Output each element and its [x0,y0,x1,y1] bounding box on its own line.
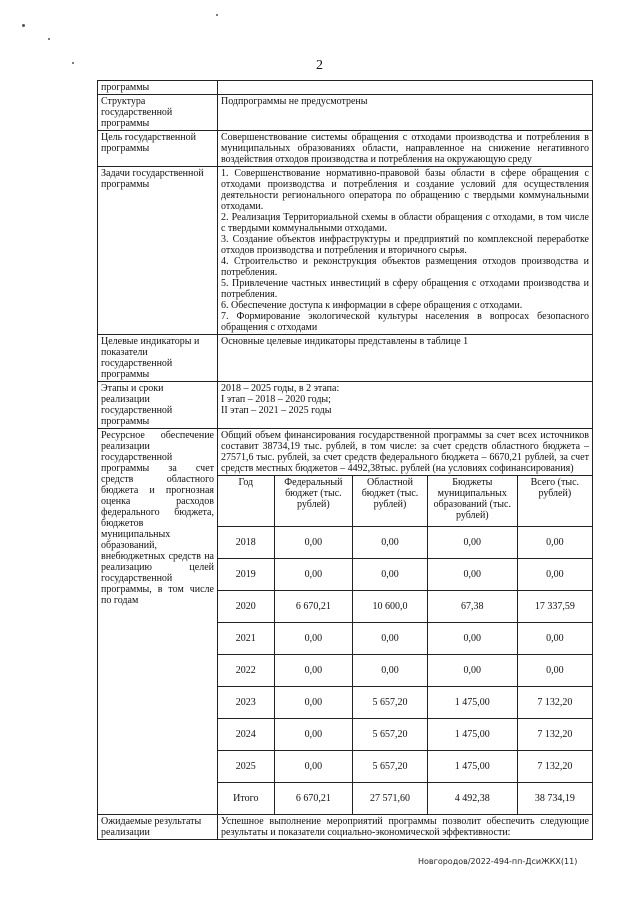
finance-cell: 27 571,60 [353,783,428,815]
finance-cell: 5 657,20 [353,719,428,751]
task-item: 2. Реализация Территориальной схемы в области обращения с отходами, в том числе с твердыми коммунальными отходами. [221,212,589,234]
structure-label: Структура государственной программы [98,95,218,131]
table-row [98,335,593,382]
finance-cell: 38 734,19 [517,783,592,815]
finance-row [218,559,592,591]
finance-cell: 0,00 [353,559,428,591]
structure-value: Подпрограммы не предусмотрены [218,95,593,131]
resources-value [218,429,593,815]
indicators-value: Основные целевые индикаторы представлены в таблице 1 [218,335,593,382]
task-item: 3. Создание объектов инфраструктуры и предприятий по комплексной переработке отходов производства и потребления и вторичного сырья. [221,234,589,256]
stages-label: Этапы и сроки реализации государственной программы [98,382,218,429]
finance-header-row [218,476,592,527]
resources-label: Ресурсное обеспечение реализации государственной программы за счет средств областного бюджета и прогнозная оценка расходов федерального бюджета, бюджетов муниципальных образований, внебюджетных средств на реализацию целей государственной программы, в том числе по годам [98,429,218,815]
finance-cell: 0,00 [274,719,353,751]
finance-cell: 0,00 [427,655,517,687]
task-item: 7. Формирование экологической культуры населения в вопросах безопасного обращения с отходами [221,311,589,333]
finance-cell: 5 657,20 [353,751,428,783]
finance-cell: 0,00 [274,655,353,687]
scan-speck [22,24,25,27]
finance-row [218,751,592,783]
finance-row [218,527,592,559]
passport-table [97,80,593,840]
finance-cell: 0,00 [353,527,428,559]
finance-cell: 6 670,21 [274,783,353,815]
finance-cell: 0,00 [274,751,353,783]
finance-cell: 2021 [218,623,274,655]
scan-speck [72,62,74,64]
finance-cell: 4 492,38 [427,783,517,815]
finance-cell: 0,00 [274,527,353,559]
finance-cell: 0,00 [274,687,353,719]
table-row [98,131,593,167]
scan-speck [48,38,50,40]
finance-cell: 67,38 [427,591,517,623]
finance-cell: 0,00 [274,559,353,591]
finance-cell: 5 657,20 [353,687,428,719]
finance-cell: 7 132,20 [517,751,592,783]
finance-header: Всего (тыс. рублей) [517,476,592,527]
finance-cell: 0,00 [517,559,592,591]
tasks-label: Задачи государственной программы [98,167,218,335]
table-row [98,95,593,131]
finance-cell: 1 475,00 [427,687,517,719]
scan-speck [216,14,218,16]
finance-cell: 2020 [218,591,274,623]
table-row [98,382,593,429]
finance-cell: 0,00 [353,623,428,655]
results-label: Ожидаемые результаты реализации [98,815,218,840]
prev-value [218,81,593,95]
finance-row [218,655,592,687]
finance-cell: 17 337,59 [517,591,592,623]
table-row [98,815,593,840]
finance-table [218,475,592,814]
finance-cell: 0,00 [517,655,592,687]
finance-cell: 2025 [218,751,274,783]
finance-cell: Итого [218,783,274,815]
finance-cell: 7 132,20 [517,687,592,719]
table-row [98,81,593,95]
prev-label: программы [98,81,218,95]
finance-cell: 0,00 [427,623,517,655]
finance-cell: 1 475,00 [427,719,517,751]
stage-line: II этап – 2021 – 2025 годы [221,405,332,416]
resources-intro: Общий объем финансирования государственной программы за счет всех источников составит 38734,19 тыс. рублей, в том числе: за счет средств областного бюджета – 27571,6 тыс. рублей, за счет средств федерального бюджета – 6670,21 рублей, за счет средств местных бюджетов – 4492,38тыс. рублей (на условиях софинансирования) [221,430,589,474]
finance-row [218,623,592,655]
goal-label: Цель государственной программы [98,131,218,167]
finance-cell: 0,00 [517,527,592,559]
table-row [98,429,593,815]
tasks-value [218,167,593,335]
finance-cell: 0,00 [427,527,517,559]
finance-header: Федеральный бюджет (тыс. рублей) [274,476,353,527]
task-item: 5. Привлечение частных инвестиций в сферу обращения с отходами производства и потребления. [221,278,589,300]
finance-row [218,719,592,751]
finance-header: Бюджеты муниципальных образований (тыс. рублей) [427,476,517,527]
finance-cell: 0,00 [517,623,592,655]
finance-row [218,687,592,719]
task-item: 6. Обеспечение доступа к информации в сфере обращения с отходами. [221,300,523,311]
finance-header: Областной бюджет (тыс. рублей) [353,476,428,527]
finance-cell: 2019 [218,559,274,591]
finance-cell: 10 600,0 [353,591,428,623]
indicators-label: Целевые индикаторы и показатели государственной программы [98,335,218,382]
finance-cell: 2018 [218,527,274,559]
results-value: Успешное выполнение мероприятий программы позволит обеспечить следующие результаты и показатели социально-экономической эффективности: [218,815,593,840]
finance-total-row [218,783,592,815]
stage-line: 2018 – 2025 годы, в 2 этапа: [221,383,340,394]
finance-cell: 1 475,00 [427,751,517,783]
footer-doc-id: Новгородов/2022-494-пп-ДсиЖКХ(11) [418,857,578,866]
finance-cell: 2022 [218,655,274,687]
finance-cell: 7 132,20 [517,719,592,751]
stage-line: I этап – 2018 – 2020 годы; [221,394,331,405]
finance-row [218,591,592,623]
task-item: 1. Совершенствование нормативно-правовой базы области в сфере обращения с отходами производства и потребления и создание условий для осуществления деятельности регионального оператора по обращению с твердыми коммунальными отходами. [221,168,589,212]
task-item: 4. Строительство и реконструкция объектов размещения отходов производства и потребления. [221,256,589,278]
finance-cell: 0,00 [427,559,517,591]
page-number: 2 [316,58,323,73]
goal-value: Совершенствование системы обращения с отходами производства и потребления в муниципальных образованиях области, направленное на снижение негативного воздействия отходов производства и потребления на окружающую среду [218,131,593,167]
stages-value [218,382,593,429]
finance-cell: 2024 [218,719,274,751]
finance-cell: 0,00 [353,655,428,687]
finance-cell: 0,00 [274,623,353,655]
finance-cell: 6 670,21 [274,591,353,623]
table-row [98,167,593,335]
finance-header: Год [218,476,274,527]
finance-cell: 2023 [218,687,274,719]
